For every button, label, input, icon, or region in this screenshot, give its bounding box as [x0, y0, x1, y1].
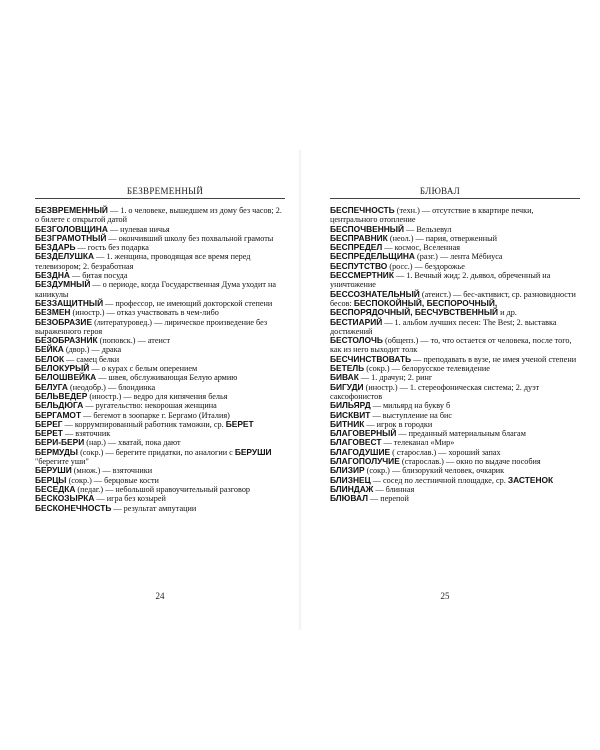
definition: — блинная — [373, 484, 415, 494]
headword: БЕСПУТСТВО — [330, 260, 388, 271]
definition: (нар.) — хватай, пока дают — [84, 438, 181, 448]
running-head: БЕЗВРЕМЕННЫЙ — [126, 186, 204, 196]
definition: (сокр.) — близорукий человек, очкарик — [364, 466, 505, 476]
headword: БЕЗОБРАЗНИК — [35, 335, 98, 346]
definition: — самец белки — [64, 354, 120, 364]
dictionary-entries — [35, 206, 285, 513]
dictionary-entry — [35, 206, 285, 225]
cross-reference: БЕСПОКОЙНЫЙ, БЕСПОРОЧНЫЙ, БЕСПОРЯДОЧНЫЙ, БЕСЧУВСТВЕННЫЙ — [330, 297, 499, 318]
headword: БЕТЕЛЬ — [330, 363, 365, 374]
dictionary-entry — [35, 280, 285, 299]
headword: БЕЗДЕЛУШКА — [35, 251, 95, 262]
headword: БИЛЬЯРД — [330, 400, 371, 411]
dictionary-entry — [330, 373, 580, 382]
definition: — мильярд на букву б — [370, 401, 451, 411]
definition: — преподавать в вузе, не имея ученой степени — [411, 354, 577, 364]
headword: БЛИЗНЕЦ — [330, 474, 371, 485]
dictionary-entry — [330, 364, 580, 373]
headword: БЕСКОЗЫРКА — [35, 493, 95, 504]
definition: — 1. о человеке, вышедшем из дому без часов; 2. о билете с открытой датой — [35, 206, 282, 225]
definition: — окончивший школу без похвальной грамоты — [106, 233, 274, 243]
dictionary-entry — [35, 420, 285, 429]
definition: — взяточник — [62, 429, 111, 439]
headword: БИГУДИ — [330, 381, 364, 392]
header-rule — [330, 198, 580, 199]
dictionary-entry — [35, 373, 285, 382]
headword: БЛАГОДУШИЕ — [330, 446, 391, 457]
definition: — 1. драчун; 2. ринг — [358, 373, 433, 383]
definition: — результат ампутации — [111, 503, 197, 513]
headword: БЕРИ-БЕРИ — [35, 437, 85, 448]
headword: БЕЗМЕН — [35, 307, 71, 318]
definition: — 1. Вечный жид; 2. дьявол, обреченный на уничтожение — [330, 271, 551, 290]
headword: БИСКВИТ — [330, 409, 371, 420]
headword: БЕСЧИНСТВОВАТЬ — [330, 353, 412, 364]
dictionary-entry — [330, 336, 580, 355]
definition: — о курах с белым оперением — [89, 364, 198, 374]
headword: БЕСТИАРИЙ — [330, 316, 383, 327]
headword: БЕЙКА — [35, 344, 64, 355]
headword: БЕССМЕРТНИК — [330, 270, 394, 281]
headword: БЕРЕГ — [35, 418, 63, 429]
definition: — игрок в городки — [364, 419, 433, 429]
headword: БЕСПРАВНИК — [330, 232, 388, 243]
headword: БЕРЕТ — [35, 428, 63, 439]
dictionary-entry — [35, 504, 285, 513]
dictionary-entry — [330, 411, 580, 420]
headword: БЕСПЕЧНОСТЬ — [330, 205, 395, 215]
definition: (педаг.) — небольшой нравоучительный разговор — [75, 484, 251, 494]
dictionary-entry — [330, 383, 580, 402]
definition: (общепз.) — то, что остается от человека, после того, как из него выходит толк — [330, 336, 572, 355]
headword: БЕЗГОЛОВЩИНА — [35, 223, 108, 234]
headword: БЕЗДУМНЫЙ — [35, 279, 91, 290]
definition: (иностр.) — 1. стереофоническая система; 2. дуэт саксофонистов — [330, 382, 540, 401]
definition: — преданный материальным благам — [396, 429, 526, 439]
header-rule — [35, 198, 285, 199]
dictionary-entry — [330, 206, 580, 225]
headword: БЕЛЬДЮГА — [35, 400, 84, 411]
definition: (сокр.) — берцовые кости — [66, 475, 159, 485]
headword: БЕЛОК — [35, 353, 65, 364]
definition: ( старослав.) — хороший запах — [390, 447, 501, 457]
definition: — игра без козырей — [94, 494, 166, 504]
definition: (сокр.) — белорусское телевидение — [364, 364, 490, 374]
dictionary-entry — [330, 494, 580, 503]
dictionary-entry — [35, 318, 285, 337]
definition: — гость без подарка — [75, 243, 149, 253]
definition: (двор.) — драка — [63, 345, 122, 355]
headword: БЕЛОШВЕЙКА — [35, 372, 97, 383]
headword: БЕРЦЫ — [35, 474, 67, 485]
definition: (техн.) — отсутствие в квартире печки, центрального отопление — [330, 206, 534, 225]
cross-reference: ЗАСТЕНОК — [507, 474, 554, 485]
dictionary-entry — [330, 271, 580, 290]
headword: БЛАГОВЕСТ — [330, 437, 382, 448]
headword: БЛАГОПОЛУЧИЕ — [330, 456, 400, 467]
running-head: БЛЮВАЛ — [419, 186, 461, 196]
headword: БЕРУШИ — [35, 465, 72, 476]
dictionary-entries — [330, 206, 580, 504]
headword: БЛЮВАЛ — [330, 493, 368, 504]
headword: БЕСТОЛОЧЬ — [330, 335, 383, 346]
headword: БЕСПОЧВЕННЫЙ — [330, 223, 405, 234]
headword: БЕЗГРАМОТНЫЙ — [35, 232, 107, 243]
dictionary-entry — [330, 457, 580, 466]
definition: — ругательство: некорошая женщина — [83, 401, 217, 411]
definition: (росс.) — бездорожье — [387, 261, 465, 271]
headword: БЕССОЗНАТЕЛЬНЫЙ — [330, 288, 420, 299]
page-number: 24 — [155, 591, 165, 601]
headword: БЕЗДАРЬ — [35, 242, 76, 253]
definition: — профессор, не имеющий докторской степени — [103, 298, 273, 308]
definition: — нулевая ничья — [107, 224, 170, 234]
headword: БЕЗЗАЩИТНЫЙ — [35, 297, 104, 308]
cross-reference: БЕРЕТ — [225, 418, 254, 429]
definition: (неодобр.) — блондинка — [67, 382, 156, 392]
headword: БЕРМУДЫ — [35, 446, 79, 457]
definition: — бегемот в зоопарке г. Бергамо (Италия) — [81, 410, 230, 420]
dictionary-entry — [35, 448, 285, 467]
definition: (атеист.) — бес-активист, ср. разновидности бесов: — [330, 289, 576, 308]
definition: и др. — [498, 308, 517, 318]
definition: — о периоде, когда Государственная Дума уходит на каникулы — [35, 280, 276, 299]
headword: БЕСКОНЕЧНОСТЬ — [35, 502, 112, 513]
headword: БЕСПРЕДЕЛ — [330, 242, 383, 253]
page-number: 25 — [440, 591, 450, 601]
dictionary-entry — [35, 345, 285, 354]
headword: БЕСПРЕДЕЛЬЩИНА — [330, 251, 415, 262]
headword: БЕЗОБРАЗИЕ — [35, 316, 93, 327]
definition: (иностр.) — ведро для кипячения белья — [87, 391, 228, 401]
definition: — перепой — [367, 494, 409, 504]
definition: — битая посуда — [69, 271, 128, 281]
definition: — космос, Вселенная — [382, 243, 460, 253]
dictionary-entry — [330, 318, 580, 337]
headword: БЛАГОВЕРНЫЙ — [330, 428, 397, 439]
headword: БЕСЕДКА — [35, 483, 76, 494]
definition: (иностр.) — отказ участвовать в чем-либо — [70, 308, 219, 318]
headword: БЛИЗИР — [330, 465, 365, 476]
headword: БЕЛЬВЕДЕР — [35, 390, 88, 401]
headword: БЕЛУГА — [35, 381, 68, 392]
dictionary-entry — [330, 290, 580, 318]
dictionary-entry — [35, 299, 285, 308]
headword: БЕЗВРЕМЕННЫЙ — [35, 205, 108, 215]
definition: — выступление на бис — [370, 410, 453, 420]
cross-reference: БЕРУШИ — [234, 446, 272, 457]
definition: (множ.) — взяточники — [71, 466, 153, 476]
definition: (неол.) — пария, отверженный — [387, 233, 498, 243]
definition: "берегите уши" — [35, 457, 89, 467]
definition: — 1. женщина, проводящая все время перед телевизором; 2. безработная — [35, 252, 251, 271]
definition: (поповск.) — атеист — [97, 336, 171, 346]
definition: (старослав.) — окно по выдаче пособия — [399, 457, 541, 467]
definition: — коррумпированный работник таможни, ср. — [62, 419, 226, 429]
dictionary-entry — [330, 355, 580, 364]
dictionary-entry — [35, 252, 285, 271]
definition: (разг.) — лента Мёбиуса — [414, 252, 503, 262]
definition: — швея, обслуживающая Белую армию — [96, 373, 238, 383]
definition: — Вельзевул — [404, 224, 452, 234]
definition: — телеканал «Мир» — [381, 438, 455, 448]
definition: (сокр.) — берегите придатки, по аналогии с — [78, 447, 235, 457]
dictionary-entry — [35, 466, 285, 475]
headword: БЛИНДАЖ — [330, 483, 374, 494]
headword: БИВАК — [330, 372, 359, 383]
headword: БИТНИК — [330, 418, 365, 429]
definition: (литературовед.) — лирическое произведение без выраженного героя — [35, 317, 268, 336]
right-page — [300, 0, 600, 750]
headword: БЕЗДНА — [35, 270, 70, 281]
headword: БЕЛОКУРЫЙ — [35, 363, 90, 374]
definition: — 1. альбом лучших песен: The Best; 2. выставка достижений — [330, 317, 557, 336]
headword: БЕРГАМОТ — [35, 409, 82, 420]
definition: — сосед по лестничной площадке, ср. — [370, 475, 508, 485]
